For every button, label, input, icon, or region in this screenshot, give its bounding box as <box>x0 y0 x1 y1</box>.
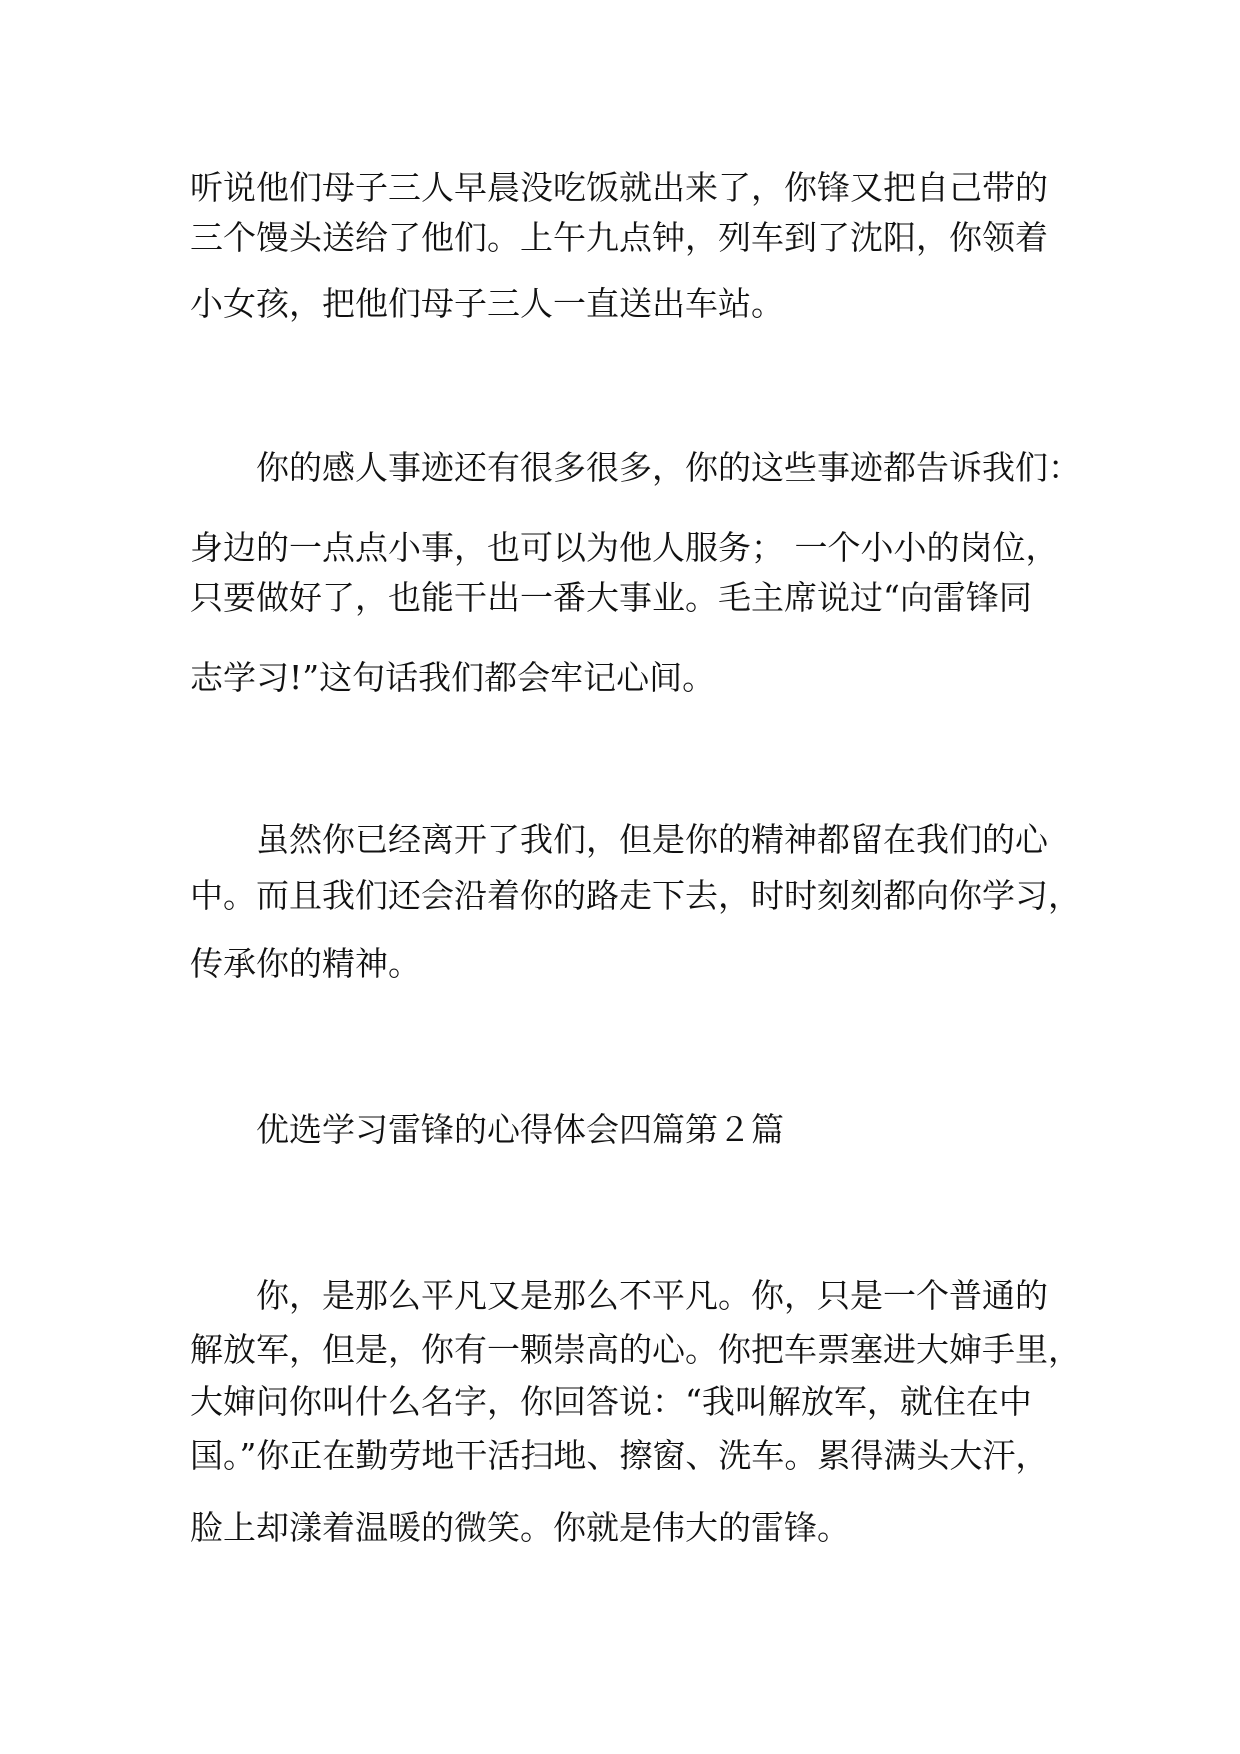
text-line: 三个馒头送给了他们。上午九点钟，列车到了沈阳，你领着 <box>190 218 1048 257</box>
text-line: 脸上却漾着温暖的微笑。你就是伟大的雷锋。 <box>190 1508 850 1547</box>
text-line: 解放军，但是，你有一颗崇高的心。你把车票塞进大婶手里， <box>190 1330 1081 1369</box>
text-line: 身边的一点点小事，也可以为他人服务； 一个小小的岗位， <box>190 528 1059 567</box>
text-line: 小女孩，把他们母子三人一直送出车站。 <box>190 284 784 323</box>
text-line: 只要做好了，也能干出一番大事业。毛主席说过“向雷锋同 <box>190 578 1032 617</box>
text-line: 中。而且我们还会沿着你的路走下去，时时刻刻都向你学习， <box>190 876 1081 915</box>
text-line: 你，是那么平凡又是那么不平凡。你，只是一个普通的 <box>256 1276 1048 1315</box>
text-line: 你的感人事迹还有很多很多，你的这些事迹都告诉我们： <box>256 448 1081 487</box>
text-line: 志学习!”这句话我们都会牢记心间。 <box>190 658 716 697</box>
text-line: 传承你的精神。 <box>190 944 421 983</box>
text-line: 大婶问你叫什么名字，你回答说：“我叫解放军，就住在中 <box>190 1382 1032 1421</box>
text-line: 国。”你正在勤劳地干活扫地、擦窗、洗车。累得满头大汗， <box>190 1436 1049 1475</box>
text-line: 听说他们母子三人早晨没吃饭就出来了，你锋又把自己带的 <box>190 168 1048 207</box>
text-line: 虽然你已经离开了我们，但是你的精神都留在我们的心 <box>256 820 1048 859</box>
section-heading: 优选学习雷锋的心得体会四篇第２篇 <box>256 1110 784 1149</box>
